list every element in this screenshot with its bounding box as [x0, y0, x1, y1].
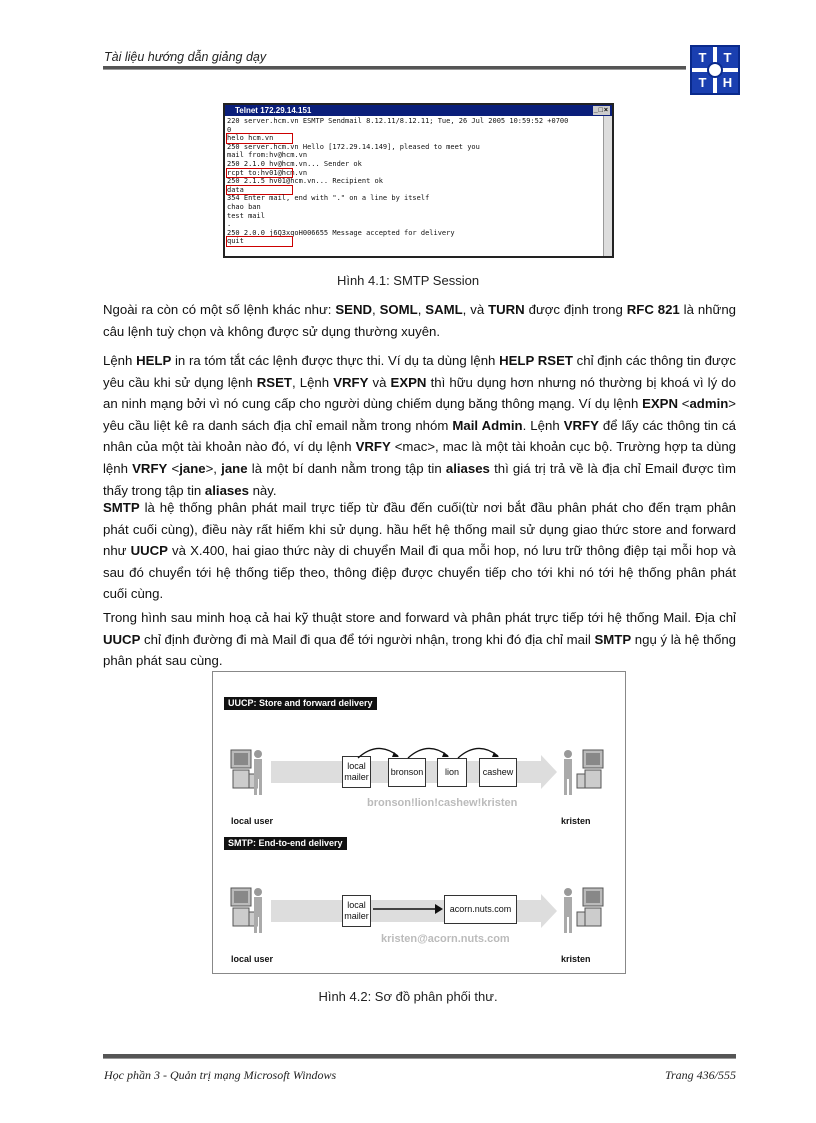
diagram-node: acorn.nuts.com — [444, 895, 517, 924]
terminal-line: . — [227, 220, 232, 229]
sender-label: local user — [231, 816, 274, 826]
recipient-label: kristen — [561, 816, 591, 826]
smtp-flow-arrowhead — [541, 894, 557, 928]
terminal-line: 250 2.1.5 hv01@hcm.vn... Recipient ok — [227, 177, 383, 186]
mail-delivery-diagram — [212, 671, 626, 974]
terminal-line: 250 2.1.0 hv@hcm.vn... Sender ok — [227, 159, 362, 168]
smtp-section-title: SMTP: End-to-end delivery — [224, 837, 347, 850]
telnet-scrollbar — [603, 116, 612, 256]
figure-caption: Hình 4.2: Sơ đồ phân phối thư. — [318, 989, 498, 1004]
paragraph: SMTP là hệ thống phân phát mail trực tiếp từ đầu đến cuối(từ nơi bắt đầu phân phát cho đến trạm phân phát cuối cùng), điều này rất hiếm khi sử dụng. hầu hết hệ thống mail sử dụng giao thức store and forward như UUCP và X.400, hai giao thức này di chuyển Mail đi qua mỗi hop, nó lưu trữ thông điệp tại mỗi hop và sau đó chuyển tới hệ thống tiếp theo, thông điệp được chuyển tiếp cho tới khi nó tới hệ thống phân phát cuối cùng. — [103, 500, 736, 602]
terminal-line: helo hcm.vn — [227, 134, 292, 143]
paragraph: Ngoài ra còn có một số lệnh khác như: SEND, SOML, SAML, và TURN được định trong RFC 821 là những câu lệnh tuỳ chọn và không được sử dụng thường xuyên. — [103, 302, 737, 339]
terminal-line: mail from:hv@hcm.vn — [227, 151, 308, 160]
telnet-titlebar — [225, 105, 612, 116]
telnet-title: Telnet 172.29.14.151 — [235, 106, 312, 115]
diagram-node: cashew — [479, 758, 517, 787]
hop-arrows-icon — [353, 740, 513, 762]
uucp-address: bronson!lion!cashew!kristen — [367, 797, 518, 809]
sender-label: local user — [231, 954, 274, 964]
recipient-computer-icon — [575, 748, 605, 792]
figure-caption: Hình 4.1: SMTP Session — [336, 273, 480, 288]
logo-letter: H — [717, 72, 738, 93]
direct-arrow-icon — [371, 902, 445, 916]
paragraph: Lệnh HELP in ra tóm tắt các lệnh được thực thi. Ví dụ ta dùng lệnh HELP RSET chỉ định các thông tin được yêu cầu khi sử dụng lệnh RSET, Lệnh VRFY và EXPN thì hữu dụng hơn nhưng nó thường bị khoá vì lý do an ninh mạng bởi vì nó cung cấp cho người dùng chiếm dụng băng thông mạng. Ví dụ lệnh EXPN <admin> yêu cầu liệt kê ra danh sách địa chỉ email nằm trong nhóm Mail Admin. Lệnh VRFY để lấy các thông tin cá nhân của một tài khoản nào đó, ví dụ lệnh VRFY <mac>, mac là một tài khoản cục bộ. Trường hợp ta dùng lệnh VRFY <jane>, jane là một bí danh nằm trong tập tin aliases thì giá trị trả về là địa chỉ Email được tìm thấy trong tập tin aliases này. — [103, 353, 736, 498]
terminal-line: 250 server.hcm.vn Hello [172.29.14.149], pleased to meet you — [227, 142, 480, 151]
footer-course: Học phần 3 - Quản trị mạng Microsoft Windows — [104, 1068, 337, 1082]
recipient-person-icon — [561, 749, 575, 797]
diagram-node: local mailer — [342, 756, 371, 788]
telnet-screenshot — [223, 103, 614, 258]
header-title: Tài liệu hướng dẫn giảng dạy — [104, 50, 267, 64]
smtp-address: kristen@acorn.nuts.com — [381, 933, 510, 945]
logo-letter: T — [692, 47, 713, 68]
terminal-line: data — [227, 186, 292, 195]
recipient-computer-icon — [575, 886, 605, 930]
logo-letter: T — [717, 47, 738, 68]
logo-hub-icon — [707, 62, 723, 78]
logo-letter: T — [692, 72, 713, 93]
recipient-person-icon — [561, 887, 575, 935]
telnet-output — [225, 116, 604, 256]
diagram-node: lion — [437, 758, 467, 787]
header-rule — [103, 66, 686, 70]
paragraph: Trong hình sau minh hoạ cả hai kỹ thuật store and forward và phân phát trực tiếp tới hệ thống Mail. Địa chỉ UUCP chỉ định đường đi mà Mail đi qua để tới người nhận, trong khi đó địa chỉ mail SMTP ngụ ý là hệ thống phân phát sau cùng. — [103, 610, 736, 669]
diagram-node: local mailer — [342, 895, 371, 927]
recipient-label: kristen — [561, 954, 591, 964]
terminal-line: rcpt to:hv01@hcm.vn — [227, 168, 308, 177]
terminal-line: 0 — [227, 125, 232, 134]
terminal-line: 250 2.0.0 j6Q3xqoH006655 Message accepted for delivery — [227, 228, 455, 237]
terminal-line: 354 Enter mail, end with "." on a line by itself — [227, 194, 430, 203]
sender-person-icon — [251, 887, 265, 935]
logo — [690, 45, 740, 95]
terminal-line: test mail — [227, 211, 265, 220]
uucp-flow-arrowhead — [541, 755, 557, 789]
terminal-line: chao ban — [227, 202, 261, 211]
sender-person-icon — [251, 749, 265, 797]
diagram-node: bronson — [388, 758, 426, 787]
uucp-section-title: UUCP: Store and forward delivery — [224, 697, 377, 710]
terminal-line: quit — [227, 237, 292, 246]
window-controls-icon: _□× — [593, 107, 609, 114]
footer-rule — [103, 1054, 736, 1059]
footer-page-number: Trang 436/555 — [664, 1068, 736, 1082]
terminal-line: 220 server.hcm.vn ESMTP Sendmail 8.12.11/8.12.11; Tue, 26 Jul 2005 10:59:52 +0700 — [227, 117, 569, 125]
